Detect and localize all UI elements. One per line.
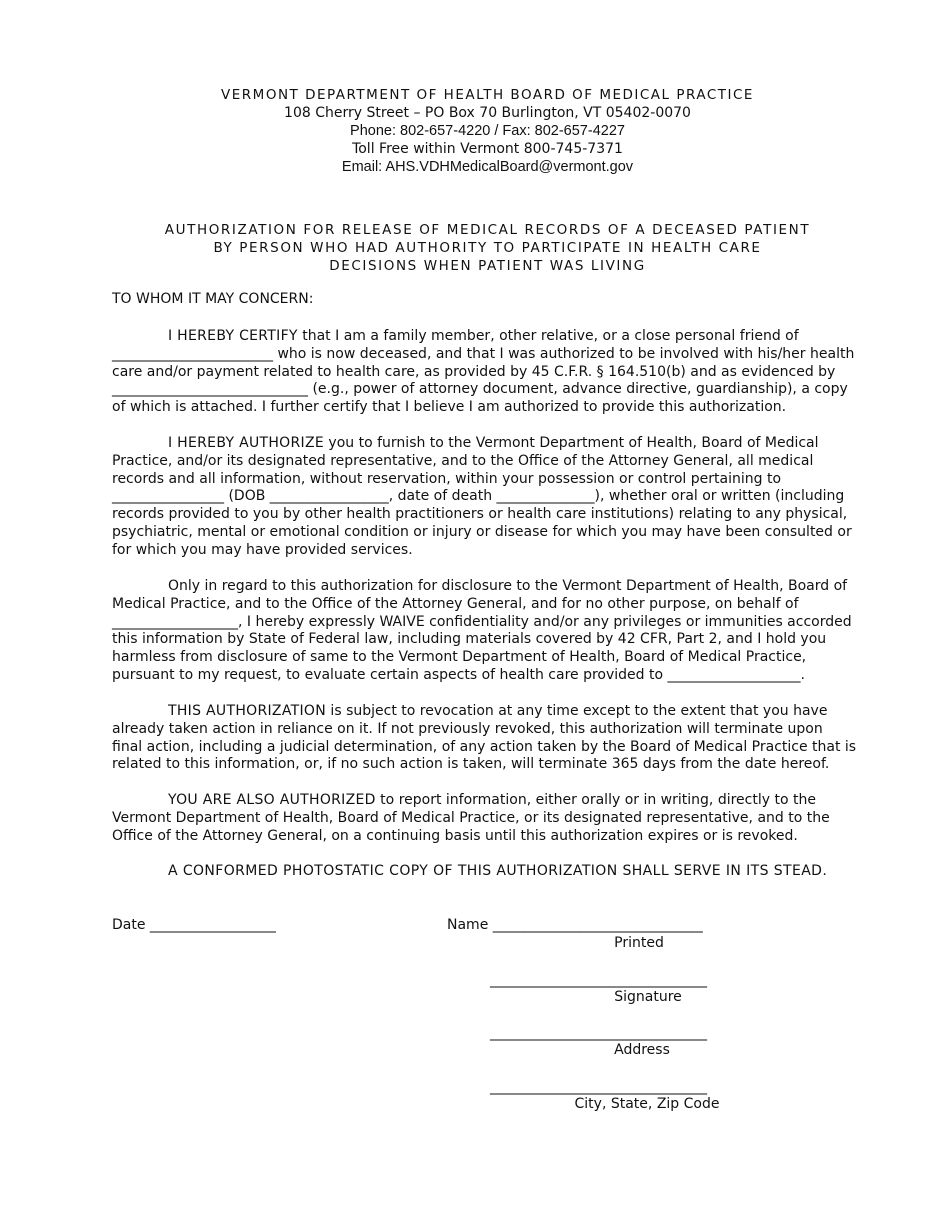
authorize-paragraph — [112, 435, 857, 560]
address-caption: Address — [614, 1042, 670, 1058]
city-state-zip-caption: City, State, Zip Code — [574, 1096, 720, 1112]
waiver-paragraph — [112, 578, 857, 685]
revocation-body: is subject to revocation at any time except to the extent that you have already taken action in reliance on it. If not previously revoked, this authorization will terminate upon final action, including a judicial determination, of any action taken by the Board of Medical Practice that is related to this information, or, if no such action is taken, will terminate 365 days from the date hereof. — [112, 703, 857, 773]
form-title-line-1: AUTHORIZATION FOR RELEASE OF MEDICAL RECORDS OF A DECEASED PATIENT — [164, 222, 811, 238]
city-state-zip-field[interactable]: _______________________________ — [490, 1079, 707, 1095]
certify-body: that I am a family member, other relative, or a close personal friend of _______________________ who is now deceased, and that I was authorized to be involved with his/her health care and/or payment related to health care, as provided by 45 C.F.R. § 164.510(b) and as evidenced by ____________________________ (e.g., power of attorney document, advance directive, guardianship), a copy of which is attached. I further certify that I believe I am authorized to provide this authorization. — [112, 328, 855, 416]
reporting-lead: YOU ARE ALSO AUTHORIZED — [168, 792, 376, 808]
date-field[interactable]: Date __________________ — [112, 917, 276, 933]
org-toll-free: Toll Free within Vermont 800-745-7371 — [352, 141, 623, 157]
revocation-paragraph — [112, 703, 857, 774]
revocation-lead: THIS AUTHORIZATION — [168, 703, 326, 719]
signature-field[interactable]: _______________________________ — [490, 972, 707, 988]
org-name: VERMONT DEPARTMENT OF HEALTH BOARD OF MEDICAL PRACTICE — [221, 87, 754, 103]
photostatic-body: A CONFORMED PHOTOSTATIC COPY OF THIS AUTHORIZATION SHALL SERVE IN ITS STEAD. — [168, 863, 828, 879]
certify-paragraph — [112, 328, 857, 417]
printed-caption: Printed — [614, 935, 664, 951]
reporting-body: to report information, either orally or in writing, directly to the Vermont Department of Health, Board of Medical Practice, or its designated representative, and to the Office of the Attorney General, on a continuing basis until this authorization expires or is revoked. — [112, 792, 830, 844]
salutation: TO WHOM IT MAY CONCERN: — [112, 291, 314, 307]
org-email: Email: AHS.VDHMedicalBoard@vermont.gov — [341, 159, 634, 175]
waiver-body: Only in regard to this authorization for disclosure to the Vermont Department of Health, Board of Medical Practice, and to the Office of the Attorney General, and for no other purpose, on behalf of __________________, I hereby expressly WAIVE confidentiality and/or any privileges or immunities accorded this information by State of Federal law, including materials covered by 42 CFR, Part 2, and I hold you harmless from disclosure of same to the Vermont Department of Health, Board of Medical Practice, pursuant to my request, to evaluate certain aspects of health care provided to ___________________. — [112, 578, 852, 683]
certify-lead: I HEREBY CERTIFY — [168, 328, 298, 344]
authorize-lead: I HEREBY AUTHORIZE — [168, 435, 324, 451]
name-field[interactable]: Name ______________________________ — [447, 917, 703, 933]
form-title-line-2: BY PERSON WHO HAD AUTHORITY TO PARTICIPATE IN HEALTH CARE — [213, 240, 762, 256]
authorize-body: you to furnish to the Vermont Department of Health, Board of Medical Practice, and/or its designated representative, and to the Office of the Attorney General, all medical records and all information, without reservation, within your possession or control pertaining to ________________ (DOB _________________, date of death ______________), whether oral or written (including records provided to you by other health practitioners or health care institutions) relating to any physical, psychiatric, mental or emotional condition or injury or disease for which you may have been consulted or for which you may have provided services. — [112, 435, 852, 558]
address-field[interactable]: _______________________________ — [490, 1025, 707, 1041]
org-phone: Phone: 802-657-4220 / Fax: 802-657-4227 — [350, 123, 625, 139]
photostatic-paragraph — [112, 863, 832, 881]
form-title-line-3: DECISIONS WHEN PATIENT WAS LIVING — [329, 258, 646, 274]
reporting-paragraph — [112, 792, 857, 845]
org-address: 108 Cherry Street – PO Box 70 Burlington, VT 05402-0070 — [284, 105, 691, 121]
signature-caption: Signature — [614, 989, 682, 1005]
